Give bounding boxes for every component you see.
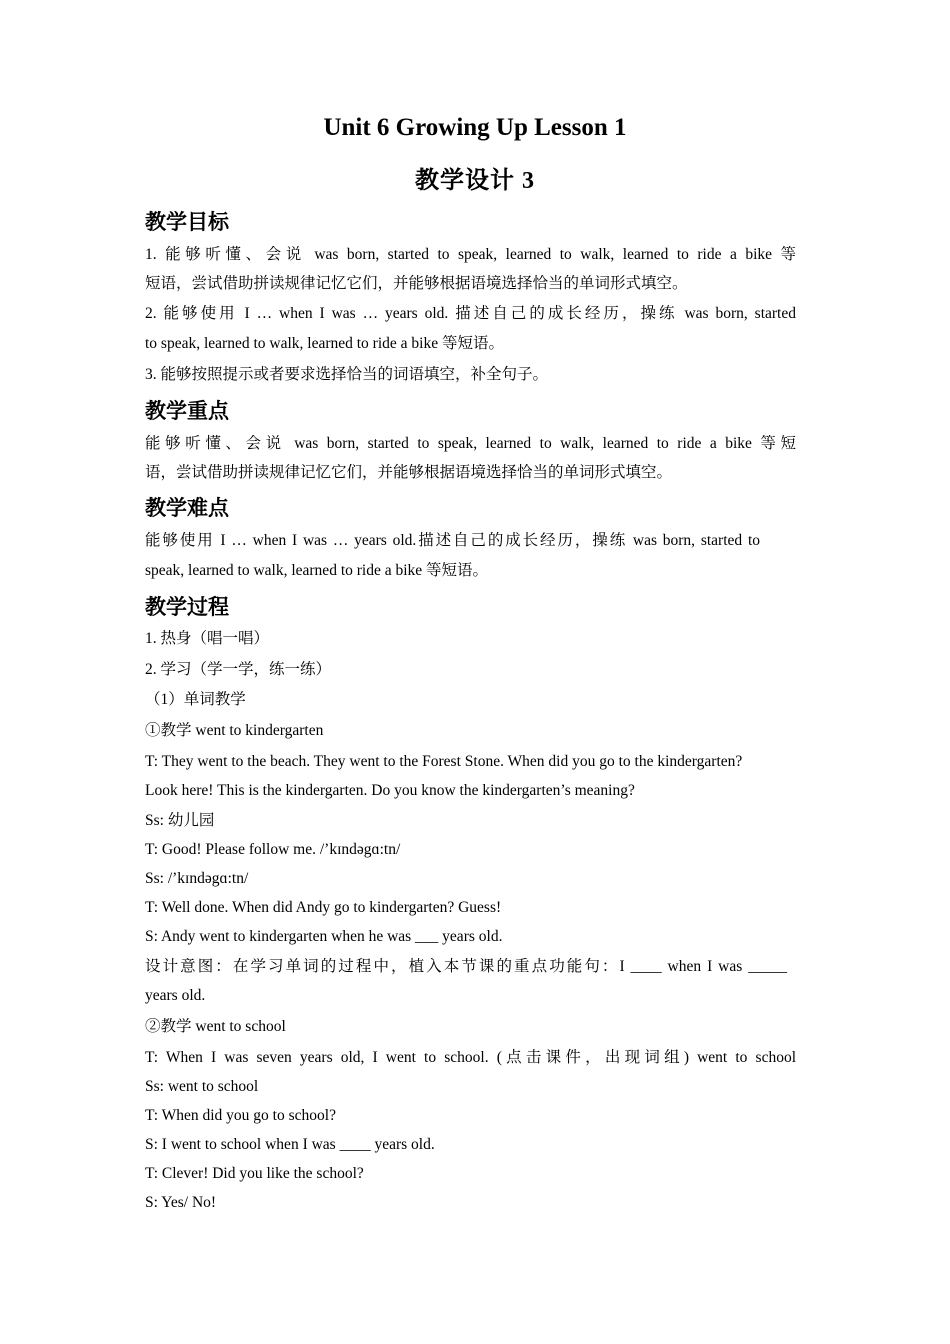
process-line: T: When I was seven years old, I went to school. (点击课件，出现词组) went to school (145, 1049, 796, 1066)
document-title: Unit 6 Growing Up Lesson 1 (323, 114, 627, 141)
difficulties-line: speak, learned to walk, learned to ride a bike 等短语。 (145, 562, 489, 579)
objectives-line: 2. 能够使用 I … when I was … years old. 描述自己的成长经历，操练 was born, started (145, 305, 796, 322)
objectives-line: 3. 能够按照提示或者要求选择恰当的词语填空，补全句子。 (145, 366, 549, 383)
objectives-heading: 教学目标 (145, 210, 229, 234)
process-line: 2. 学习（学一学，练一练） (145, 661, 332, 678)
document-subtitle: 教学设计 3 (415, 168, 535, 194)
objectives-line: to speak, learned to walk, learned to ride a bike 等短语。 (145, 335, 504, 352)
process-line: T: Well done. When did Andy go to kindergarten? Guess! (145, 899, 502, 916)
process-line: S: I went to school when I was ____ years old. (145, 1136, 435, 1153)
process-heading: 教学过程 (145, 595, 229, 619)
objectives-line: 短语，尝试借助拼读规律记忆它们，并能够根据语境选择恰当的单词形式填空。 (145, 275, 688, 292)
process-line: Ss: 幼儿园 (145, 812, 215, 829)
process-line: T: When did you go to school? (145, 1107, 336, 1124)
process-line: ②教学 went to school (145, 1018, 286, 1035)
process-line: T: They went to the beach. They went to the Forest Stone. When did you go to the kindergarten? (145, 753, 743, 770)
process-line: 1. 热身（唱一唱） (145, 630, 270, 647)
process-line: T: Good! Please follow me. /’kɪndəgɑ:tn/ (145, 841, 401, 858)
process-line: ①教学 went to kindergarten (145, 722, 324, 739)
key-points-line: 能够听懂、会说 was born, started to speak, learned to walk, learned to ride a bike 等短 (145, 435, 796, 452)
process-line: Ss: went to school (145, 1078, 259, 1095)
process-line: S: Andy went to kindergarten when he was ___ years old. (145, 928, 503, 945)
process-line: Ss: /’kɪndəgɑ:tn/ (145, 870, 249, 887)
key-points-heading: 教学重点 (145, 399, 229, 423)
process-line: T: Clever! Did you like the school? (145, 1165, 364, 1182)
key-points-line: 语，尝试借助拼读规律记忆它们，并能够根据语境选择恰当的单词形式填空。 (145, 464, 673, 481)
difficulties-heading: 教学难点 (145, 496, 229, 520)
process-line: （1）单词教学 (145, 691, 246, 708)
difficulties-line: 能够使用 I … when I was … years old.描述自己的成长经历，操练 was born, started to (145, 532, 760, 549)
process-line: Look here! This is the kindergarten. Do you know the kindergarten’s meaning? (145, 782, 635, 799)
process-line: years old. (145, 987, 206, 1004)
process-line: S: Yes/ No! (145, 1194, 217, 1211)
process-line: 设计意图：在学习单词的过程中，植入本节课的重点功能句：I ____ when I was _____ (145, 958, 787, 975)
objectives-line: 1. 能够听懂、会说 was born, started to speak, learned to walk, learned to ride a bike 等 (145, 246, 796, 263)
